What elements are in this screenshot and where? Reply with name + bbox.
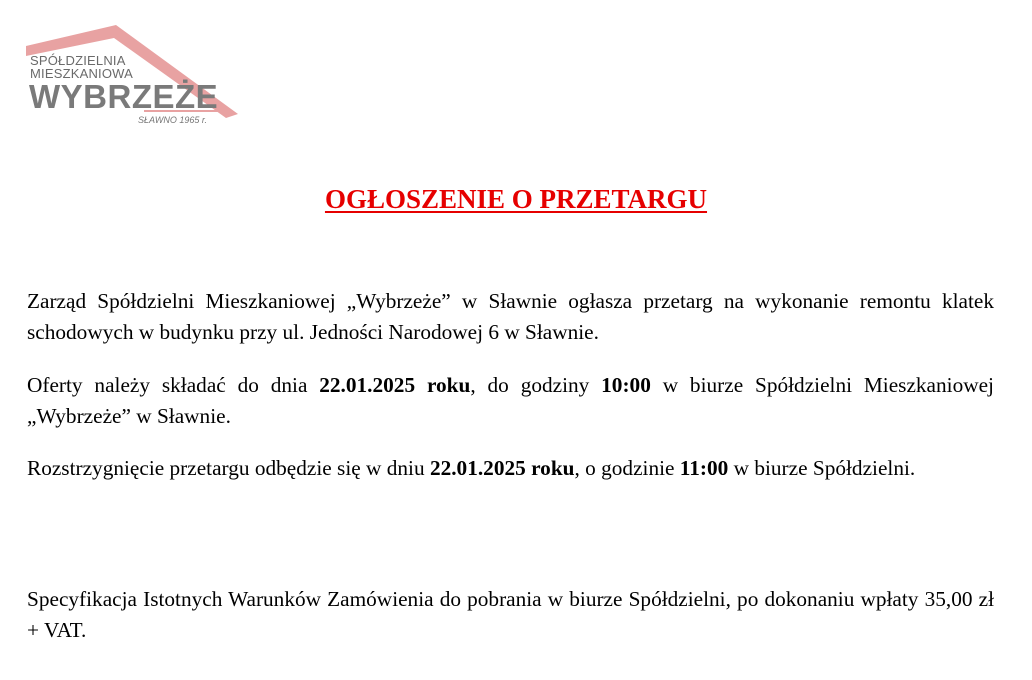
company-logo bbox=[26, 22, 240, 126]
logo-main-text: WYBRZEŻE bbox=[29, 78, 219, 115]
text-segment: , do godziny bbox=[470, 373, 602, 397]
text-segment: Rozstrzygnięcie przetargu odbędzie się w dniu bbox=[27, 456, 430, 480]
offer-deadline-time: 10:00 bbox=[601, 373, 651, 397]
logo-line-2: MIESZKANIOWA bbox=[30, 66, 134, 81]
logo-subtitle: SŁAWNO 1965 r. bbox=[138, 115, 208, 125]
offer-deadline-date: 22.01.2025 roku bbox=[319, 373, 471, 397]
text-segment: Oferty należy składać do dnia bbox=[27, 373, 320, 397]
resolution-time: 11:00 bbox=[679, 456, 729, 480]
text-segment: w biurze Spółdzielni. bbox=[728, 456, 916, 480]
paragraph-tender-resolution bbox=[27, 453, 994, 484]
text-segment: , o godzinie bbox=[574, 456, 680, 480]
paragraph-tender-intro: Zarząd Spółdzielni Mieszkaniowej „Wybrzeże” w Sławnie ogłasza przetarg na wykonanie remontu klatek schodowych w budynku przy ul. Jedności Narodowej 6 w Sławnie. bbox=[27, 289, 994, 344]
resolution-date: 22.01.2025 roku bbox=[429, 456, 575, 480]
logo-line-1: SPÓŁDZIELNIA bbox=[30, 53, 126, 68]
announcement-title: OGŁOSZENIE O PRZETARGU bbox=[324, 184, 708, 214]
text-segment: w biurze Spółdzielni Mieszkaniowej „Wybrzeże” w Sławnie. bbox=[27, 373, 994, 428]
paragraph-offer-deadline bbox=[27, 370, 994, 432]
paragraph-specification: Specyfikacja Istotnych Warunków Zamówienia do pobrania w biurze Spółdzielni, po dokonaniu wpłaty 35,00 zł + VAT. bbox=[27, 587, 994, 642]
